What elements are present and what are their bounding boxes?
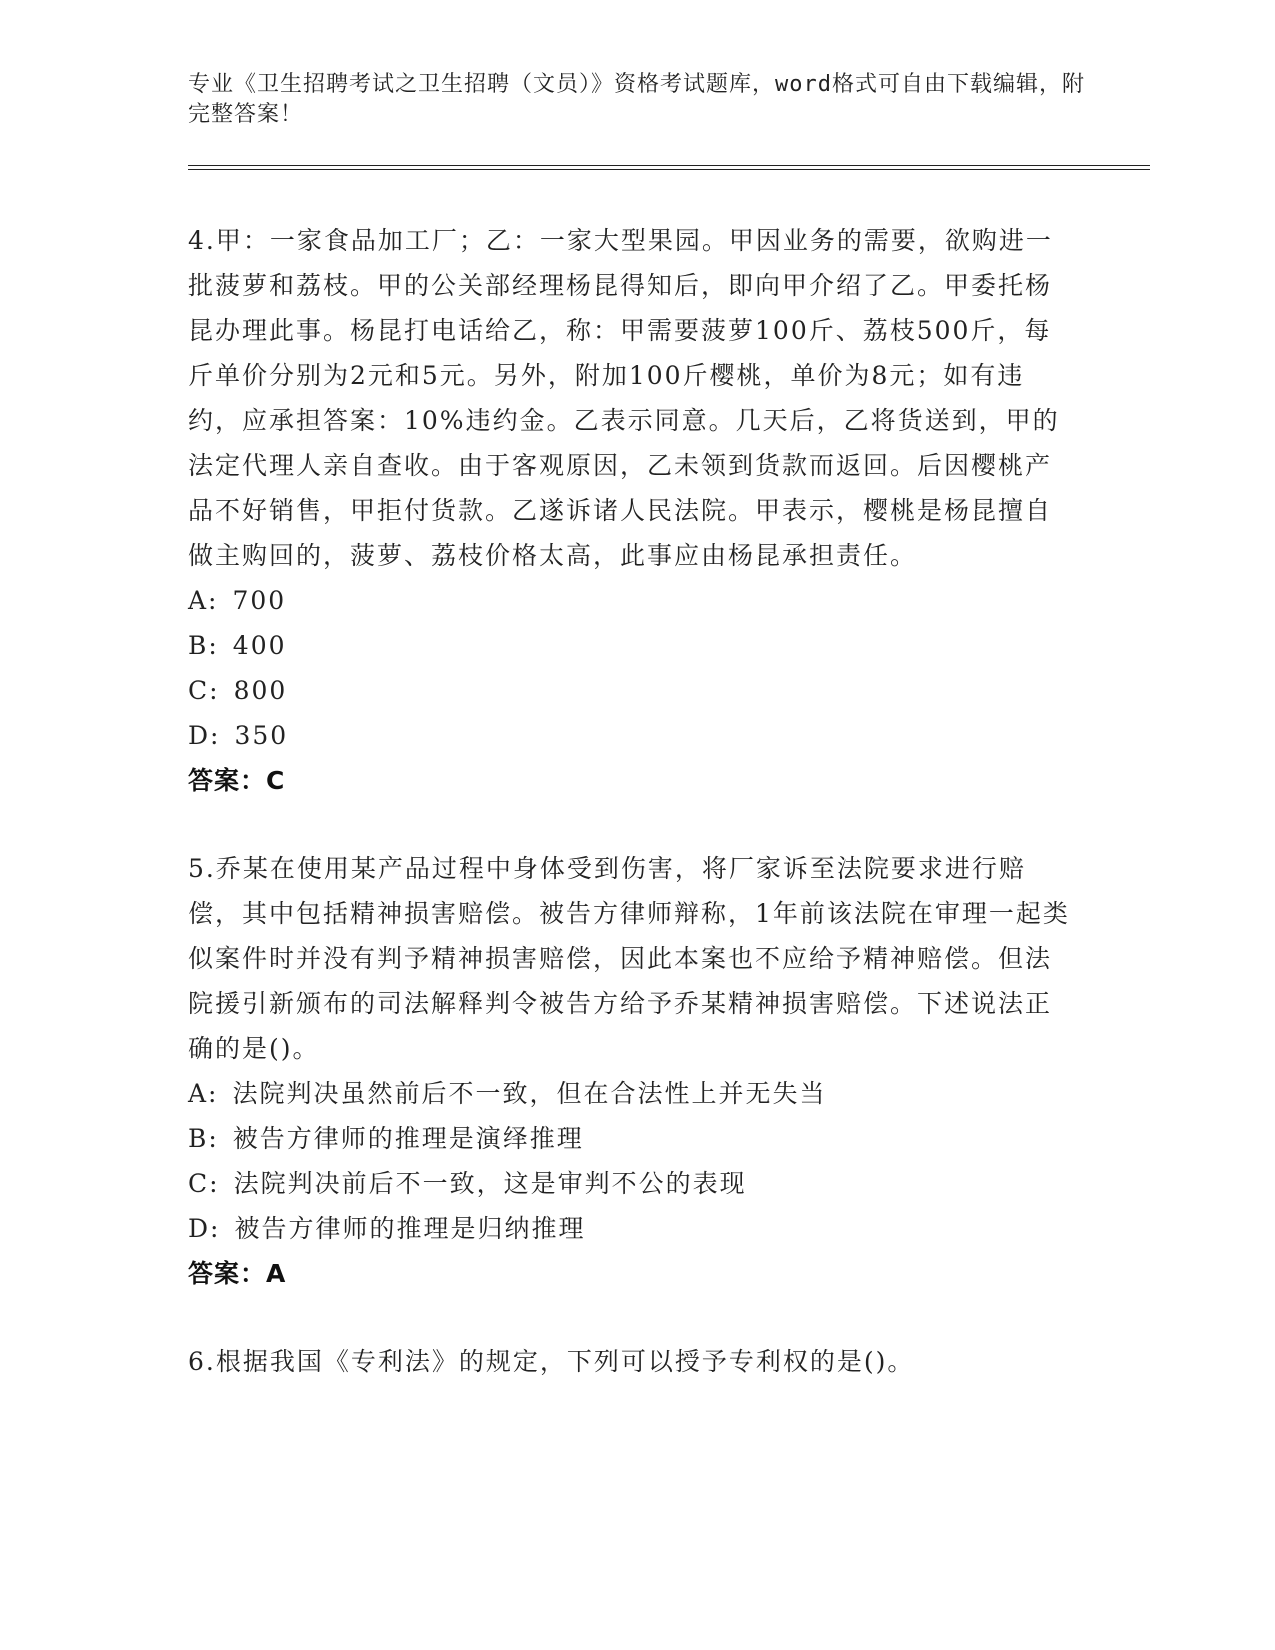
option-label: B: (188, 1124, 219, 1153)
option-text: 法院判决虽然前后不一致，但在合法性上并无失当 (232, 1079, 827, 1108)
question-5-option-d (188, 1206, 1150, 1251)
option-text: 被告方律师的推理是演绎推理 (232, 1124, 584, 1153)
question-4-text: 4.甲：一家食品加工厂；乙：一家大型果园。甲因业务的需要，欲购进一批菠萝和荔枝。甲的公关部经理杨昆得知后，即向甲介绍了乙。甲委托杨昆办理此事。杨昆打电话给乙，称：甲需要菠萝100斤、荔枝500斤，每斤单价分别为2元和5元。另外，附加100斤樱桃，单价为8元；如有违约，应承担答案：10%违约金。乙表示同意。几天后，乙将货送到，甲的法定代理人亲自查收。由于客观原因，乙未领到货款而返回。后因樱桃产品不好销售，甲拒付货款。乙遂诉诸人民法院。甲表示，樱桃是杨昆擅自做主购回的，菠萝、荔枝价格太高，此事应由杨昆承担责任。 (188, 226, 1060, 570)
option-label: A: (188, 1079, 219, 1108)
question-4-option-d (188, 713, 1150, 758)
question-5-text: 5.乔某在使用某产品过程中身体受到伤害，将厂家诉至法院要求进行赔偿，其中包括精神损害赔偿。被告方律师辩称，1年前该法院在审理一起类似案件时并没有判予精神损害赔偿，因此本案也不应给予精神赔偿。但法院援引新颁布的司法解释判令被告方给予乔某精神损害赔偿。下述说法正确的是()。 (188, 854, 1070, 1063)
option-label: D: (188, 1214, 221, 1243)
option-text: 700 (232, 586, 287, 615)
question-4-option-a (188, 578, 1150, 623)
question-4-option-b (188, 623, 1150, 668)
question-5-option-b (188, 1116, 1150, 1161)
option-text: 被告方律师的推理是归纳推理 (234, 1214, 586, 1243)
question-5-answer: 答案：A (188, 1259, 287, 1288)
option-label: C: (188, 676, 220, 705)
option-text: 法院判决前后不一致，这是审判不公的表现 (233, 1169, 747, 1198)
option-text: 350 (234, 721, 289, 750)
question-6-text: 6.根据我国《专利法》的规定，下列可以授予专利权的是()。 (188, 1347, 915, 1376)
document-page (188, 70, 1150, 1384)
option-label: C: (188, 1169, 220, 1198)
option-text: 800 (233, 676, 288, 705)
question-5-option-c (188, 1161, 1150, 1206)
document-header: 专业《卫生招聘考试之卫生招聘（文员）》资格考试题库，word格式可自由下载编辑，附完整答案！ (188, 72, 1085, 127)
question-4-option-c (188, 668, 1150, 713)
option-label: B: (188, 631, 219, 660)
option-text: 400 (232, 631, 287, 660)
option-label: A: (188, 586, 219, 615)
option-label: D: (188, 721, 221, 750)
header-divider (188, 165, 1150, 170)
question-5-option-a (188, 1071, 1150, 1116)
question-4-answer: 答案：C (188, 766, 286, 795)
